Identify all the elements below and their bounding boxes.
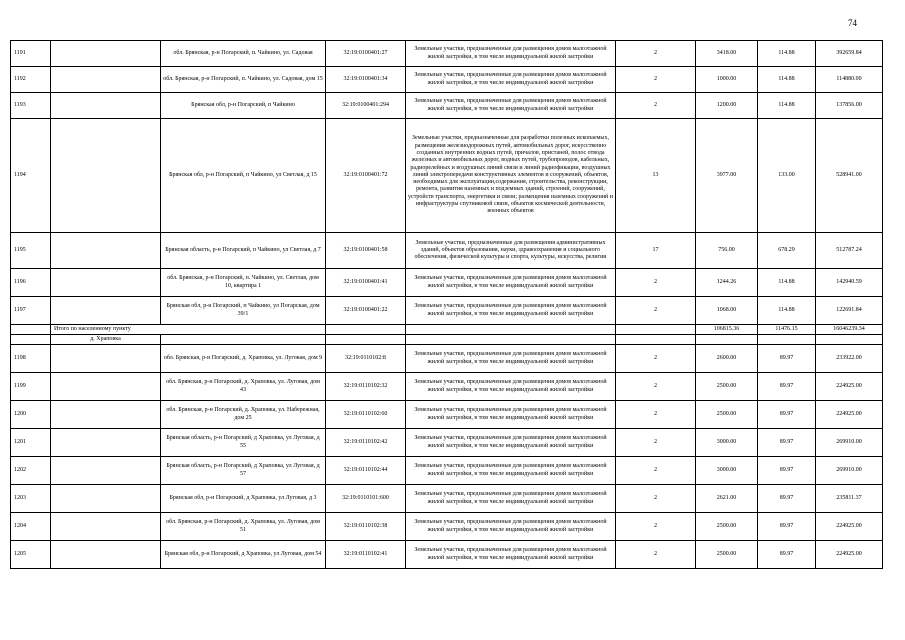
table-row [11, 67, 883, 93]
land-use-cell: Земельные участки, предназначенные для размещения домов малоэтажной жилой застройки, в том числе индивидуальной жилой застройки [406, 485, 616, 513]
row-number: 1204 [11, 513, 51, 541]
cadastral-number-cell: 32:19:0110102:41 [326, 541, 406, 569]
value-cell: 122691.84 [816, 297, 883, 325]
cadastral-number-cell: 32:19:0110102:42 [326, 429, 406, 457]
row-number: 1197 [11, 297, 51, 325]
table-row [11, 297, 883, 325]
row-number: 1192 [11, 67, 51, 93]
spacer-cell [51, 485, 161, 513]
section-label: д. Храповка [51, 335, 161, 345]
total-label: Итого по населенному пункту [51, 325, 326, 335]
address-cell: обл. Брянская, р-н Погарский, п. Чайкино, ул. Садовая [161, 41, 326, 67]
land-use-cell: Земельные участки, предназначенные для размещения домов малоэтажной жилой застройки, в том числе индивидуальной жилой застройки [406, 93, 616, 119]
address-cell: Брянская область, р-н Погарский, д Храповка, ул Луговая, д 55 [161, 429, 326, 457]
address-cell: Брянская обл, р-н Погарский, д Храповка, ул Луговая, дом 54 [161, 541, 326, 569]
cadastral-number-cell: 32:19:0100401:22 [326, 297, 406, 325]
group-cell: 2 [616, 541, 696, 569]
spacer-cell [51, 269, 161, 297]
value-cell: 137856.00 [816, 93, 883, 119]
row-number: 1200 [11, 401, 51, 429]
rate-cell: 89.97 [758, 345, 816, 373]
table-row [11, 41, 883, 67]
value-cell: 142940.59 [816, 269, 883, 297]
cadastral-number-cell: 32:19:0100401:27 [326, 41, 406, 67]
rate-cell: 114.88 [758, 297, 816, 325]
row-number: 1201 [11, 429, 51, 457]
table-row [11, 373, 883, 401]
group-cell: 2 [616, 457, 696, 485]
cadastral-number-cell: 32:19:0110102:44 [326, 457, 406, 485]
land-use-cell: Земельные участки, предназначенные для размещения домов малоэтажной жилой застройки, в том числе индивидуальной жилой застройки [406, 457, 616, 485]
spacer-cell [816, 335, 883, 345]
address-cell: Брянская область, р-н Погарский, п Чайкино, ул Светлая, д 7 [161, 233, 326, 269]
table-row [11, 269, 883, 297]
spacer-cell [616, 325, 696, 335]
address-cell: Брянская область, р-н Погарский, д Храповка, ул Луговая, д 57 [161, 457, 326, 485]
total-value-cell: 16046239.34 [816, 325, 883, 335]
table-row [11, 457, 883, 485]
land-use-cell: Земельные участки, предназначенные для размещения домов малоэтажной жилой застройки, в том числе индивидуальной жилой застройки [406, 429, 616, 457]
rate-cell: 678.29 [758, 233, 816, 269]
area-cell: 2621.00 [696, 485, 758, 513]
area-cell: 3418.00 [696, 41, 758, 67]
spacer-cell [51, 401, 161, 429]
land-use-cell: Земельные участки, предназначенные для размещения домов малоэтажной жилой застройки, в том числе индивидуальной жилой застройки [406, 541, 616, 569]
row-number: 1199 [11, 373, 51, 401]
rate-cell: 89.97 [758, 513, 816, 541]
land-use-cell: Земельные участки, предназначенные для разработки полезных ископаемых, размещения железнодорожных путей, автомобильных дорог, искусственно созданных внутренних водных путей, причалов, пристаней, полос отвода железных и автомобильных дорог, водных путей, трубопроводов, кабельных, радиорелейных и воздушных линий связи и линий радиофикации, воздушных линий электропередачи конструктивных элементов и сооружений, объектов, необходимых для эксплуатации,содержания, строительства, реконструкции, ремонта, развития наземных и подземных зданий, строений, сооружений, устройств транспорта, энергетики и связи; размещения наземных сооружений и инфраструктуры спутниковой связи, объектов космической деятельности, военных объектов [406, 119, 616, 233]
spacer-cell [51, 233, 161, 269]
spacer-cell [406, 325, 616, 335]
row-number: 1193 [11, 93, 51, 119]
spacer-cell [758, 335, 816, 345]
group-cell: 2 [616, 485, 696, 513]
value-cell: 114880.00 [816, 67, 883, 93]
land-use-cell: Земельные участки, предназначенные для размещения домов малоэтажной жилой застройки, в том числе индивидуальной жилой застройки [406, 41, 616, 67]
address-cell: Брянская обл, р-н Погарский, д Храповка, ул Луговая, д 3 [161, 485, 326, 513]
address-cell: обл. Брянская, р-н Погарский, д. Храповка, ул. Луговая, дом 43 [161, 373, 326, 401]
address-cell: обл. Брянская, р-н Погарский, д. Храповка, ул. Луговая, дом 9 [161, 345, 326, 373]
cadastral-number-cell: 32:19:0110102:38 [326, 513, 406, 541]
spacer-cell [51, 345, 161, 373]
address-cell: Брянская обл, р-н Погарский, п Чайкино, ул Погарская, дом 39/1 [161, 297, 326, 325]
group-cell: 2 [616, 373, 696, 401]
area-cell: 2500.00 [696, 541, 758, 569]
row-number: 1191 [11, 41, 51, 67]
group-cell: 2 [616, 429, 696, 457]
rate-cell: 133.00 [758, 119, 816, 233]
cadastral-number-cell: 32:19:0110101:600 [326, 485, 406, 513]
land-use-cell: Земельные участки, предназначенные для размещения домов малоэтажной жилой застройки, в том числе индивидуальной жилой застройки [406, 401, 616, 429]
cadastral-number-cell: 32:19:0100401:34 [326, 67, 406, 93]
rate-cell: 114.88 [758, 41, 816, 67]
spacer-cell [51, 373, 161, 401]
spacer-cell [51, 541, 161, 569]
value-cell: 224925.00 [816, 513, 883, 541]
row-number: 1202 [11, 457, 51, 485]
value-cell: 269910.00 [816, 429, 883, 457]
spacer-cell [326, 335, 406, 345]
group-cell: 2 [616, 513, 696, 541]
row-number: 1203 [11, 485, 51, 513]
area-cell: 1068.00 [696, 297, 758, 325]
total-rate-cell: 11476.15 [758, 325, 816, 335]
value-cell: 269910.00 [816, 457, 883, 485]
area-cell: 1244.26 [696, 269, 758, 297]
land-valuation-table [10, 40, 883, 569]
row-number: 1194 [11, 119, 51, 233]
spacer-cell [51, 67, 161, 93]
spacer-cell [51, 93, 161, 119]
cadastral-number-cell: 32:19:0100401:294 [326, 93, 406, 119]
table-row [11, 513, 883, 541]
table-row [11, 485, 883, 513]
cadastral-number-cell: 32:19:0110102:32 [326, 373, 406, 401]
total-row [11, 325, 883, 335]
table-row [11, 119, 883, 233]
table-row [11, 541, 883, 569]
group-cell: 2 [616, 269, 696, 297]
land-use-cell: Земельные участки, предназначенные для размещения домов малоэтажной жилой застройки, в том числе индивидуальной жилой застройки [406, 373, 616, 401]
page-number: 74 [848, 18, 857, 28]
group-cell: 2 [616, 401, 696, 429]
table-row [11, 93, 883, 119]
spacer-cell [326, 325, 406, 335]
cadastral-number-cell: 32:19:0110102:60 [326, 401, 406, 429]
area-cell: 3000.00 [696, 457, 758, 485]
table-row [11, 401, 883, 429]
rate-cell: 89.97 [758, 373, 816, 401]
spacer-cell [696, 335, 758, 345]
area-cell: 1000.00 [696, 67, 758, 93]
spacer-cell [406, 335, 616, 345]
value-cell: 224925.00 [816, 541, 883, 569]
group-cell: 13 [616, 119, 696, 233]
cadastral-number-cell: 32:19:0100401:72 [326, 119, 406, 233]
spacer-cell [11, 335, 51, 345]
cadastral-number-cell: 32:19:0110102:8 [326, 345, 406, 373]
value-cell: 528941.00 [816, 119, 883, 233]
rate-cell: 89.97 [758, 485, 816, 513]
spacer-cell [616, 335, 696, 345]
spacer-cell [51, 429, 161, 457]
cadastral-number-cell: 32:19:0100401:41 [326, 269, 406, 297]
table-body [11, 41, 883, 569]
spacer-cell [51, 513, 161, 541]
land-use-cell: Земельные участки, предназначенные для размещения домов малоэтажной жилой застройки, в том числе индивидуальной жилой застройки [406, 297, 616, 325]
value-cell: 224925.00 [816, 373, 883, 401]
area-cell: 1200.00 [696, 93, 758, 119]
address-cell: Брянская обл, р-н Погарский, п Чайкино [161, 93, 326, 119]
group-cell: 2 [616, 67, 696, 93]
rate-cell: 114.88 [758, 93, 816, 119]
address-cell: обл. Брянская, р-н Погарский, п. Чайкино, ул. Садовая, дом 15 [161, 67, 326, 93]
row-number: 1205 [11, 541, 51, 569]
group-cell: 2 [616, 345, 696, 373]
total-area-cell: 106815.36 [696, 325, 758, 335]
row-number: 1196 [11, 269, 51, 297]
row-number: 1195 [11, 233, 51, 269]
table-row [11, 345, 883, 373]
spacer-cell [51, 41, 161, 67]
spacer-cell [51, 119, 161, 233]
group-cell: 2 [616, 93, 696, 119]
rate-cell: 89.97 [758, 457, 816, 485]
land-use-cell: Земельные участки, предназначенные для размещения домов малоэтажной жилой застройки, в том числе индивидуальной жилой застройки [406, 67, 616, 93]
land-use-cell: Земельные участки, предназначенные для размещения домов малоэтажной жилой застройки, в том числе индивидуальной жилой застройки [406, 513, 616, 541]
spacer-cell [11, 325, 51, 335]
group-cell: 2 [616, 41, 696, 67]
value-cell: 233922.00 [816, 345, 883, 373]
area-cell: 2500.00 [696, 373, 758, 401]
spacer-cell [51, 297, 161, 325]
land-use-cell: Земельные участки, предназначенные для размещения домов малоэтажной жилой застройки, в том числе индивидуальной жилой застройки [406, 269, 616, 297]
cadastral-number-cell: 32:19:0100401:58 [326, 233, 406, 269]
value-cell: 224925.00 [816, 401, 883, 429]
area-cell: 3000.00 [696, 429, 758, 457]
spacer-cell [51, 457, 161, 485]
land-use-cell: Земельные участки, предназначенные для размещения административных зданий, объектов образования, науки, здравоохранения и социального обеспечения, физической культуры и спорта, культуры, искусства, религии [406, 233, 616, 269]
section-row [11, 335, 883, 345]
address-cell: обл. Брянская, р-н Погарский, д. Храповка, ул. Луговая, дом 51 [161, 513, 326, 541]
area-cell: 2500.00 [696, 513, 758, 541]
value-cell: 392659.84 [816, 41, 883, 67]
area-cell: 2600.00 [696, 345, 758, 373]
address-cell: обл. Брянская, р-н Погарский, п. Чайкино, ул. Светлая, дом 10, квартира 1 [161, 269, 326, 297]
spacer-cell [161, 335, 326, 345]
table-row [11, 233, 883, 269]
group-cell: 17 [616, 233, 696, 269]
address-cell: Брянская обл, р-н Погарский, п Чайкино, ул Светлая, д 15 [161, 119, 326, 233]
rate-cell: 89.97 [758, 541, 816, 569]
rate-cell: 89.97 [758, 429, 816, 457]
rate-cell: 114.88 [758, 269, 816, 297]
group-cell: 2 [616, 297, 696, 325]
area-cell: 3977.00 [696, 119, 758, 233]
address-cell: обл. Брянская, р-н Погарский, д. Храповка, ул. Набережная, дом 25 [161, 401, 326, 429]
rate-cell: 114.88 [758, 67, 816, 93]
rate-cell: 89.97 [758, 401, 816, 429]
land-use-cell: Земельные участки, предназначенные для размещения домов малоэтажной жилой застройки, в том числе индивидуальной жилой застройки [406, 345, 616, 373]
table-row [11, 429, 883, 457]
area-cell: 2500.00 [696, 401, 758, 429]
value-cell: 512787.24 [816, 233, 883, 269]
area-cell: 756.00 [696, 233, 758, 269]
value-cell: 235811.37 [816, 485, 883, 513]
row-number: 1198 [11, 345, 51, 373]
